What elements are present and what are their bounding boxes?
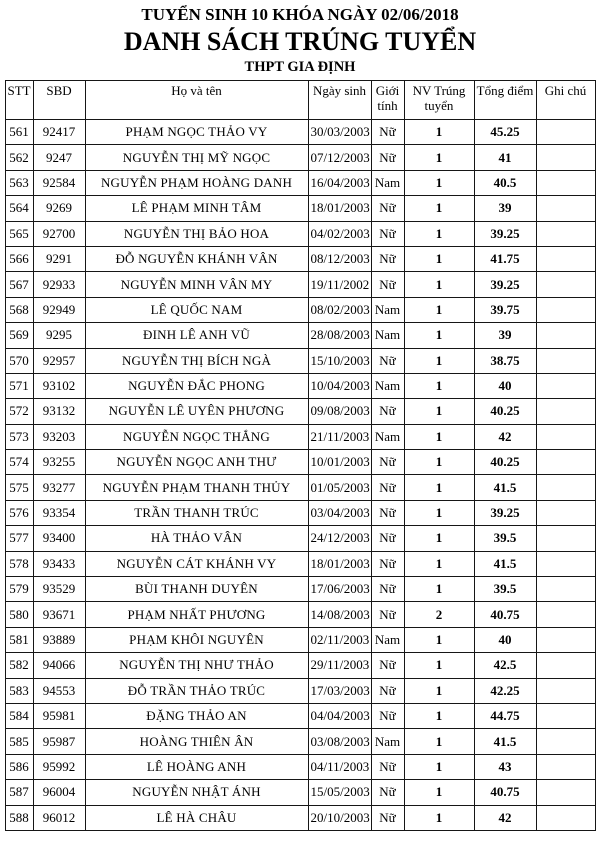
cell-note [536, 551, 595, 576]
cell-full-name: NGUYỄN CÁT KHÁNH VY [85, 551, 308, 576]
col-header-stt: STT [5, 81, 33, 120]
table-row [5, 450, 595, 475]
cell-full-name: LÊ HÀ CHÂU [85, 805, 308, 830]
cell-nv: 1 [404, 196, 474, 221]
cell-nv: 1 [404, 373, 474, 398]
cell-stt: 580 [5, 602, 33, 627]
cell-note [536, 577, 595, 602]
cell-stt: 563 [5, 170, 33, 195]
cell-birth-date: 17/03/2003 [308, 678, 371, 703]
cell-sbd: 95987 [33, 729, 85, 754]
cell-birth-date: 08/12/2003 [308, 246, 371, 271]
cell-gender: Nữ [371, 120, 404, 145]
cell-total-score: 45.25 [474, 120, 536, 145]
cell-birth-date: 09/08/2003 [308, 399, 371, 424]
cell-birth-date: 28/08/2003 [308, 323, 371, 348]
cell-birth-date: 20/10/2003 [308, 805, 371, 830]
cell-gender: Nữ [371, 500, 404, 525]
table-row [5, 424, 595, 449]
cell-note [536, 627, 595, 652]
cell-gender: Nữ [371, 475, 404, 500]
cell-birth-date: 04/02/2003 [308, 221, 371, 246]
cell-stt: 565 [5, 221, 33, 246]
table-row [5, 170, 595, 195]
table-row [5, 729, 595, 754]
cell-sbd: 9269 [33, 196, 85, 221]
cell-stt: 570 [5, 348, 33, 373]
cell-sbd: 93671 [33, 602, 85, 627]
table-row [5, 221, 595, 246]
cell-note [536, 323, 595, 348]
cell-stt: 575 [5, 475, 33, 500]
cell-full-name: NGUYỄN LÊ UYÊN PHƯƠNG [85, 399, 308, 424]
cell-nv: 1 [404, 627, 474, 652]
cell-full-name: BÙI THANH DUYÊN [85, 577, 308, 602]
cell-sbd: 93529 [33, 577, 85, 602]
cell-gender: Nam [371, 297, 404, 322]
cell-stt: 561 [5, 120, 33, 145]
table-row [5, 373, 595, 398]
cell-gender: Nữ [371, 780, 404, 805]
cell-birth-date: 29/11/2003 [308, 653, 371, 678]
cell-note [536, 526, 595, 551]
cell-birth-date: 30/03/2003 [308, 120, 371, 145]
cell-nv: 1 [404, 348, 474, 373]
cell-birth-date: 03/04/2003 [308, 500, 371, 525]
cell-stt: 568 [5, 297, 33, 322]
cell-total-score: 41 [474, 145, 536, 170]
cell-sbd: 96012 [33, 805, 85, 830]
col-header-name: Họ và tên [85, 81, 308, 120]
cell-gender: Nữ [371, 196, 404, 221]
table-row [5, 348, 595, 373]
cell-nv: 1 [404, 399, 474, 424]
table-row [5, 196, 595, 221]
cell-birth-date: 04/04/2003 [308, 703, 371, 728]
cell-nv: 2 [404, 602, 474, 627]
cell-nv: 1 [404, 678, 474, 703]
cell-total-score: 40.25 [474, 450, 536, 475]
cell-stt: 584 [5, 703, 33, 728]
cell-sbd: 92417 [33, 120, 85, 145]
cell-gender: Nam [371, 729, 404, 754]
cell-birth-date: 18/01/2003 [308, 196, 371, 221]
cell-nv: 1 [404, 424, 474, 449]
cell-total-score: 39 [474, 196, 536, 221]
cell-nv: 1 [404, 297, 474, 322]
cell-total-score: 42 [474, 805, 536, 830]
cell-birth-date: 17/06/2003 [308, 577, 371, 602]
cell-nv: 1 [404, 323, 474, 348]
cell-note [536, 170, 595, 195]
cell-stt: 566 [5, 246, 33, 271]
cell-sbd: 9291 [33, 246, 85, 271]
cell-birth-date: 04/11/2003 [308, 754, 371, 779]
cell-stt: 581 [5, 627, 33, 652]
cell-sbd: 92957 [33, 348, 85, 373]
cell-total-score: 40.25 [474, 399, 536, 424]
cell-nv: 1 [404, 170, 474, 195]
cell-full-name: ĐINH LÊ ANH VŨ [85, 323, 308, 348]
cell-sbd: 9295 [33, 323, 85, 348]
cell-sbd: 92949 [33, 297, 85, 322]
cell-nv: 1 [404, 805, 474, 830]
cell-note [536, 196, 595, 221]
cell-gender: Nữ [371, 805, 404, 830]
cell-total-score: 40 [474, 373, 536, 398]
cell-sbd: 92584 [33, 170, 85, 195]
cell-note [536, 373, 595, 398]
cell-gender: Nữ [371, 399, 404, 424]
cell-note [536, 475, 595, 500]
cell-gender: Nữ [371, 678, 404, 703]
cell-stt: 586 [5, 754, 33, 779]
cell-note [536, 729, 595, 754]
cell-sbd: 93400 [33, 526, 85, 551]
doc-title-list: DANH SÁCH TRÚNG TUYỂN [123, 27, 477, 56]
cell-stt: 583 [5, 678, 33, 703]
cell-stt: 588 [5, 805, 33, 830]
cell-birth-date: 14/08/2003 [308, 602, 371, 627]
cell-total-score: 40.75 [474, 780, 536, 805]
table-row [5, 678, 595, 703]
cell-note [536, 754, 595, 779]
cell-nv: 1 [404, 120, 474, 145]
cell-stt: 567 [5, 272, 33, 297]
cell-note [536, 653, 595, 678]
cell-gender: Nam [371, 170, 404, 195]
cell-gender: Nam [371, 424, 404, 449]
cell-full-name: NGUYỄN PHẠM HOÀNG DANH [85, 170, 308, 195]
cell-gender: Nữ [371, 348, 404, 373]
cell-sbd: 93889 [33, 627, 85, 652]
cell-birth-date: 08/02/2003 [308, 297, 371, 322]
col-header-dob: Ngày sinh [308, 81, 371, 120]
table-row [5, 703, 595, 728]
cell-nv: 1 [404, 475, 474, 500]
cell-stt: 585 [5, 729, 33, 754]
cell-birth-date: 07/12/2003 [308, 145, 371, 170]
cell-sbd: 96004 [33, 780, 85, 805]
cell-full-name: NGUYỄN THỊ MỸ NGỌC [85, 145, 308, 170]
table-row [5, 805, 595, 830]
cell-stt: 562 [5, 145, 33, 170]
cell-gender: Nữ [371, 526, 404, 551]
cell-note [536, 145, 595, 170]
cell-sbd: 92700 [33, 221, 85, 246]
cell-full-name: ĐỖ TRẦN THẢO TRÚC [85, 678, 308, 703]
cell-total-score: 39.25 [474, 500, 536, 525]
cell-total-score: 44.75 [474, 703, 536, 728]
cell-total-score: 42.25 [474, 678, 536, 703]
cell-birth-date: 03/08/2003 [308, 729, 371, 754]
cell-birth-date: 10/04/2003 [308, 373, 371, 398]
cell-note [536, 221, 595, 246]
cell-nv: 1 [404, 577, 474, 602]
cell-sbd: 94553 [33, 678, 85, 703]
cell-note [536, 424, 595, 449]
col-header-nv: NV Trúng tuyển [404, 81, 474, 120]
cell-sbd: 93255 [33, 450, 85, 475]
cell-stt: 587 [5, 780, 33, 805]
cell-birth-date: 15/10/2003 [308, 348, 371, 373]
cell-note [536, 703, 595, 728]
cell-birth-date: 24/12/2003 [308, 526, 371, 551]
cell-sbd: 95981 [33, 703, 85, 728]
table-row [5, 577, 595, 602]
cell-gender: Nữ [371, 754, 404, 779]
cell-sbd: 93354 [33, 500, 85, 525]
cell-nv: 1 [404, 780, 474, 805]
cell-note [536, 272, 595, 297]
cell-gender: Nữ [371, 272, 404, 297]
cell-gender: Nam [371, 323, 404, 348]
table-row [5, 297, 595, 322]
table-row [5, 551, 595, 576]
cell-nv: 1 [404, 145, 474, 170]
cell-birth-date: 15/05/2003 [308, 780, 371, 805]
cell-full-name: TRẦN THANH TRÚC [85, 500, 308, 525]
cell-sbd: 94066 [33, 653, 85, 678]
results-table-body [5, 120, 595, 831]
cell-note [536, 450, 595, 475]
cell-note [536, 348, 595, 373]
cell-stt: 574 [5, 450, 33, 475]
cell-full-name: NGUYỄN NGỌC THẮNG [85, 424, 308, 449]
cell-total-score: 42 [474, 424, 536, 449]
col-header-score: Tổng điểm [474, 81, 536, 120]
cell-total-score: 40.75 [474, 602, 536, 627]
cell-sbd: 93203 [33, 424, 85, 449]
table-row [5, 526, 595, 551]
cell-birth-date: 01/05/2003 [308, 475, 371, 500]
table-row [5, 653, 595, 678]
cell-gender: Nữ [371, 551, 404, 576]
cell-sbd: 93433 [33, 551, 85, 576]
cell-stt: 582 [5, 653, 33, 678]
cell-total-score: 41.5 [474, 551, 536, 576]
cell-stt: 578 [5, 551, 33, 576]
cell-full-name: NGUYỄN MINH VÂN MY [85, 272, 308, 297]
table-row [5, 627, 595, 652]
cell-note [536, 678, 595, 703]
cell-gender: Nữ [371, 602, 404, 627]
cell-birth-date: 02/11/2003 [308, 627, 371, 652]
cell-full-name: PHẠM NGỌC THẢO VY [85, 120, 308, 145]
cell-gender: Nam [371, 627, 404, 652]
cell-sbd: 93102 [33, 373, 85, 398]
cell-nv: 1 [404, 754, 474, 779]
cell-stt: 572 [5, 399, 33, 424]
cell-total-score: 39.5 [474, 577, 536, 602]
cell-birth-date: 19/11/2002 [308, 272, 371, 297]
cell-stt: 573 [5, 424, 33, 449]
cell-note [536, 399, 595, 424]
cell-full-name: NGUYỄN THỊ NHƯ THẢO [85, 653, 308, 678]
cell-birth-date: 18/01/2003 [308, 551, 371, 576]
cell-sbd: 93277 [33, 475, 85, 500]
cell-nv: 1 [404, 729, 474, 754]
cell-stt: 571 [5, 373, 33, 398]
table-row [5, 399, 595, 424]
cell-full-name: NGUYỄN PHẠM THANH THỦY [85, 475, 308, 500]
cell-birth-date: 10/01/2003 [308, 450, 371, 475]
table-row [5, 323, 595, 348]
cell-gender: Nữ [371, 145, 404, 170]
cell-total-score: 39.25 [474, 221, 536, 246]
col-header-note: Ghi chú [536, 81, 595, 120]
cell-full-name: PHẠM KHÔI NGUYÊN [85, 627, 308, 652]
table-row [5, 246, 595, 271]
cell-full-name: ĐẶNG THẢO AN [85, 703, 308, 728]
cell-note [536, 246, 595, 271]
table-row [5, 780, 595, 805]
cell-gender: Nữ [371, 703, 404, 728]
cell-full-name: ĐỖ NGUYỄN KHÁNH VÂN [85, 246, 308, 271]
cell-total-score: 39 [474, 323, 536, 348]
cell-gender: Nữ [371, 653, 404, 678]
admission-results-table [5, 80, 596, 831]
cell-full-name: PHẠM NHẤT PHƯƠNG [85, 602, 308, 627]
cell-nv: 1 [404, 703, 474, 728]
col-header-sbd: SBD [33, 81, 85, 120]
doc-school-name: THPT GIA ĐỊNH [244, 59, 356, 75]
table-row [5, 602, 595, 627]
doc-title-exam-session: TUYỂN SINH 10 KHÓA NGÀY 02/06/2018 [141, 5, 459, 24]
cell-total-score: 39.75 [474, 297, 536, 322]
col-header-gender: Giới tính [371, 81, 404, 120]
table-row [5, 475, 595, 500]
table-row [5, 754, 595, 779]
cell-total-score: 40.5 [474, 170, 536, 195]
cell-birth-date: 16/04/2003 [308, 170, 371, 195]
cell-total-score: 39.5 [474, 526, 536, 551]
cell-total-score: 41.75 [474, 246, 536, 271]
cell-full-name: NGUYỄN NGỌC ANH THƯ [85, 450, 308, 475]
cell-nv: 1 [404, 653, 474, 678]
cell-full-name: HOÀNG THIÊN ÂN [85, 729, 308, 754]
cell-total-score: 43 [474, 754, 536, 779]
cell-full-name: LÊ HOÀNG ANH [85, 754, 308, 779]
table-header-row [5, 81, 595, 120]
cell-full-name: NGUYỄN THỊ BẢO HOA [85, 221, 308, 246]
table-row [5, 272, 595, 297]
cell-nv: 1 [404, 450, 474, 475]
cell-nv: 1 [404, 221, 474, 246]
cell-full-name: NGUYỄN ĐẮC PHONG [85, 373, 308, 398]
cell-stt: 577 [5, 526, 33, 551]
cell-gender: Nữ [371, 246, 404, 271]
cell-full-name: HÀ THẢO VÂN [85, 526, 308, 551]
cell-nv: 1 [404, 551, 474, 576]
cell-total-score: 39.25 [474, 272, 536, 297]
cell-note [536, 120, 595, 145]
cell-total-score: 42.5 [474, 653, 536, 678]
cell-note [536, 780, 595, 805]
cell-note [536, 805, 595, 830]
cell-sbd: 9247 [33, 145, 85, 170]
cell-sbd: 95992 [33, 754, 85, 779]
table-row [5, 500, 595, 525]
cell-nv: 1 [404, 500, 474, 525]
cell-stt: 579 [5, 577, 33, 602]
cell-stt: 564 [5, 196, 33, 221]
cell-gender: Nữ [371, 450, 404, 475]
cell-sbd: 92933 [33, 272, 85, 297]
cell-birth-date: 21/11/2003 [308, 424, 371, 449]
cell-stt: 569 [5, 323, 33, 348]
cell-total-score: 40 [474, 627, 536, 652]
cell-total-score: 41.5 [474, 729, 536, 754]
table-row [5, 145, 595, 170]
cell-nv: 1 [404, 272, 474, 297]
cell-gender: Nữ [371, 221, 404, 246]
cell-sbd: 93132 [33, 399, 85, 424]
cell-note [536, 297, 595, 322]
cell-total-score: 38.75 [474, 348, 536, 373]
cell-full-name: LÊ PHẠM MINH TÂM [85, 196, 308, 221]
cell-total-score: 41.5 [474, 475, 536, 500]
cell-nv: 1 [404, 526, 474, 551]
cell-gender: Nữ [371, 577, 404, 602]
cell-nv: 1 [404, 246, 474, 271]
table-row [5, 120, 595, 145]
cell-note [536, 602, 595, 627]
cell-stt: 576 [5, 500, 33, 525]
cell-full-name: LÊ QUỐC NAM [85, 297, 308, 322]
cell-full-name: NGUYỄN NHẬT ÁNH [85, 780, 308, 805]
cell-gender: Nam [371, 373, 404, 398]
cell-note [536, 500, 595, 525]
cell-full-name: NGUYỄN THỊ BÍCH NGÀ [85, 348, 308, 373]
